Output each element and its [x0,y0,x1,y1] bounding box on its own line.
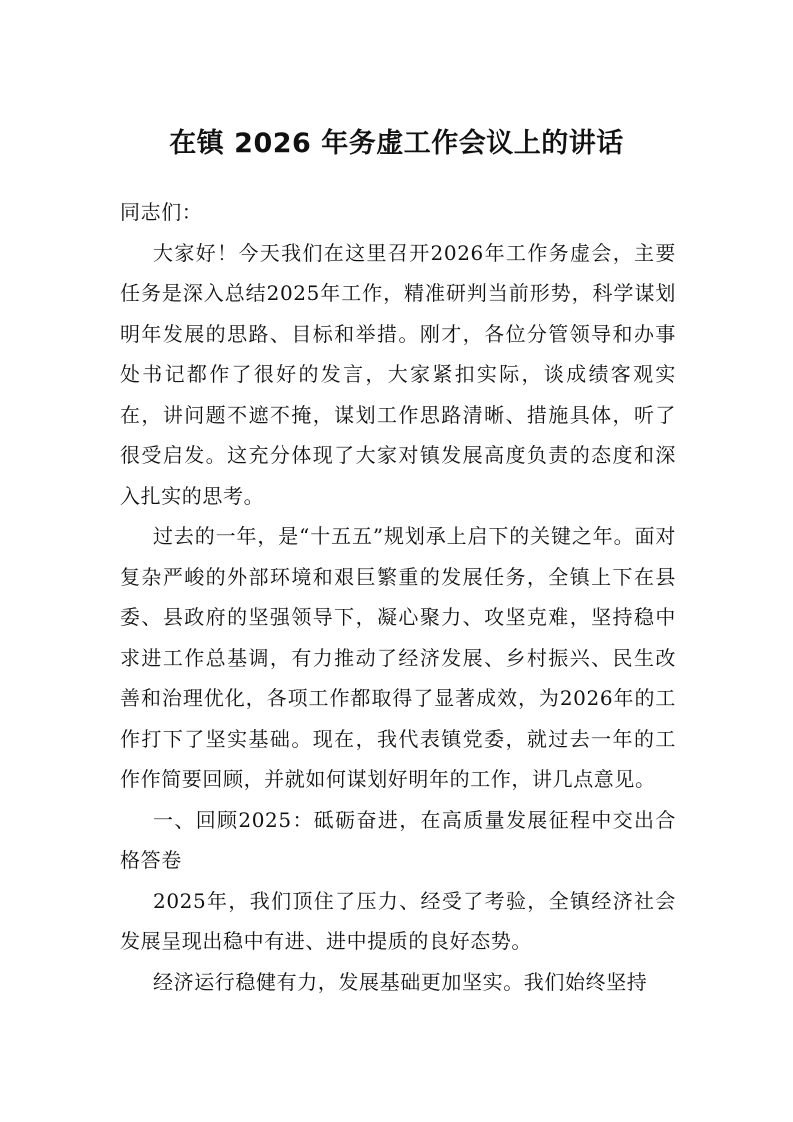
document-title: 在镇 2026 年务虚工作会议上的讲话 [169,128,624,159]
salutation: 同志们： [120,200,203,224]
paragraph-opening: 大家好！今天我们在这里召开2026年工作务虚会，主要任务是深入总结2025年工作，精准研判当前形势，科学谋划明年发展的思路、目标和举措。刚才，各位分管领导和办事处书记都作了很好的发言，大家紧扣实际，谈成绩客观实在，讲问题不遮不掩，谋划工作思路清晰、措施具体，听了很受启发。这充分体现了大家对镇发展高度负责的态度和深入扎实的思考。 [120,240,676,508]
paragraph-review-intro: 过去的一年，是“十五五”规划承上启下的关键之年。面对复杂严峻的外部环境和艰巨繁重的发展任务，全镇上下在县委、县政府的坚强领导下，凝心聚力、攻坚克难，坚持稳中求进工作总基调，有力推动了经济发展、乡村振兴、民生改善和治理优化，各项工作都取得了显著成效，为2026年的工作打下了坚实基础。现在，我代表镇党委，就过去一年的工作作简要回顾，并就如何谋划好明年的工作，讲几点意见。 [120,524,676,791]
section-heading-1: 一、回顾2025：砥砺奋进，在高质量发展征程中交出合格答卷 [120,807,676,872]
document-body [120,192,676,1002]
paragraph-economy: 经济运行稳健有力，发展基础更加坚实。我们始终坚持 [153,969,648,994]
paragraph-summary-2025: 2025年，我们顶住了压力、经受了考验，全镇经济社会发展呈现出稳中有进、进中提质的良好态势。 [120,888,676,953]
